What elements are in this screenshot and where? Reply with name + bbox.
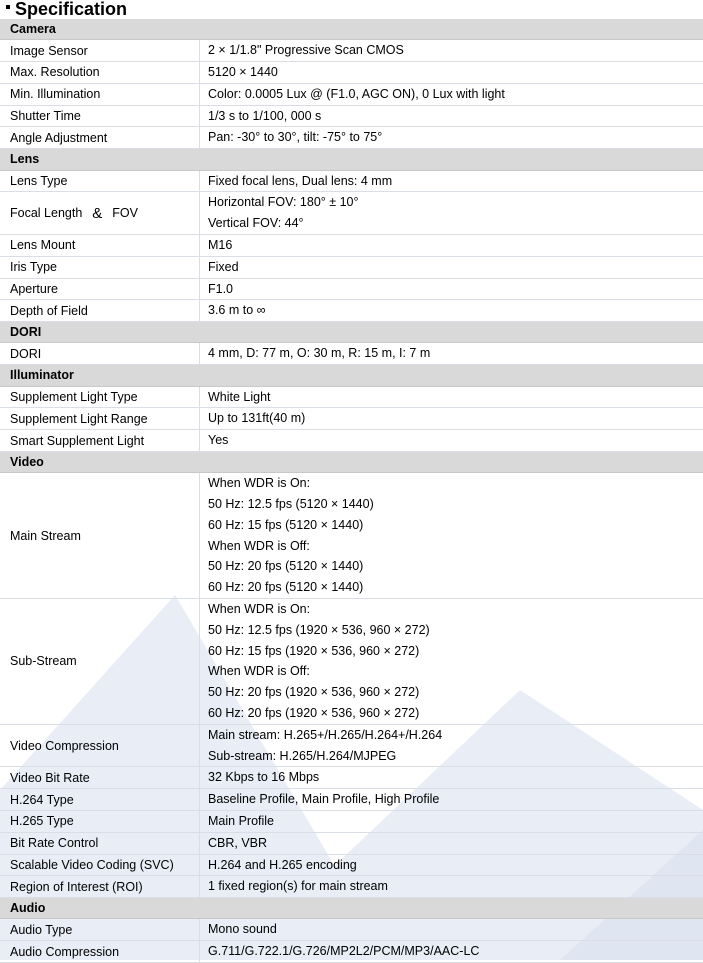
spec-key-cell (0, 387, 200, 408)
spec-value: Fixed focal lens, Dual lens: 4 mm (208, 173, 393, 188)
spec-value: 50 Hz: 12.5 fps (5120 × 1440) (208, 497, 374, 512)
spec-value: F1.0 (208, 281, 234, 296)
spec-key-cell (0, 127, 200, 148)
spec-value: 60 Hz: 20 fps (5120 × 1440) (208, 580, 364, 595)
spec-value: Horizontal FOV: 180° ± 10° (208, 195, 359, 210)
section-header-audio: Audio (0, 898, 703, 919)
spec-key-cell (0, 855, 200, 876)
spec-value: 50 Hz: 20 fps (5120 × 1440) (208, 559, 364, 574)
spec-value-cell (200, 599, 703, 724)
spec-value-cell (200, 855, 703, 876)
spec-key: Lens Type (10, 173, 68, 188)
spec-row (0, 106, 703, 128)
spec-value: Mono sound (208, 922, 277, 937)
spec-value: 60 Hz: 20 fps (1920 × 536, 960 × 272) (208, 706, 420, 720)
spec-key: Depth of Field (10, 303, 88, 318)
spec-key-cell (0, 789, 200, 810)
spec-key-cell (0, 235, 200, 256)
spec-row (0, 192, 703, 235)
ampersand-symbol: & (92, 204, 103, 222)
spec-row (0, 62, 703, 84)
spec-key: Supplement Light Range (10, 411, 148, 426)
spec-key: Min. Illumination (10, 87, 101, 102)
section-header-illuminator: Illuminator (0, 365, 703, 386)
spec-row (0, 919, 703, 941)
spec-value: 60 Hz: 15 fps (1920 × 536, 960 × 272) (208, 643, 420, 658)
spec-key-cell (0, 919, 200, 940)
spec-value: 5120 × 1440 (208, 65, 278, 80)
spec-value-cell (200, 789, 703, 810)
spec-row (0, 767, 703, 789)
spec-key-cell (0, 725, 200, 767)
spec-value: CBR, VBR (208, 835, 268, 850)
spec-key: Sub-Stream (10, 654, 77, 669)
spec-value-cell (200, 192, 703, 234)
spec-value: When WDR is On: (208, 602, 311, 617)
spec-key-cell (0, 811, 200, 832)
spec-value-cell (200, 811, 703, 832)
spec-key: Lens Mount (10, 238, 76, 253)
spec-key: Max. Resolution (10, 65, 100, 80)
spec-key-cell (0, 257, 200, 278)
spec-row (0, 300, 703, 322)
spec-key: Bit Rate Control (10, 836, 99, 851)
spec-value: White Light (208, 389, 271, 404)
page-title-text: Specification (15, 0, 128, 19)
spec-value-cell (200, 300, 703, 321)
spec-value-cell (200, 127, 703, 148)
spec-key: Iris Type (10, 260, 58, 275)
spec-value: 3.6 m to ∞ (208, 303, 266, 318)
spec-key: Supplement Light Type (10, 389, 138, 404)
spec-row (0, 84, 703, 106)
spec-value: 1 fixed region(s) for main stream (208, 879, 388, 894)
spec-row (0, 876, 703, 898)
spec-row (0, 387, 703, 409)
spec-value: When WDR is Off: (208, 538, 310, 553)
spec-key: Aperture (10, 281, 58, 296)
spec-value-cell (200, 408, 703, 429)
spec-value-cell (200, 767, 703, 788)
spec-value: Pan: -30° to 30°, tilt: -75° to 75° (208, 130, 383, 145)
spec-value: Yes (208, 433, 229, 448)
spec-value-cell (200, 106, 703, 127)
spec-row (0, 811, 703, 833)
spec-value-cell (200, 919, 703, 940)
title-bullet-icon (6, 5, 10, 9)
spec-row (0, 279, 703, 301)
section-header-video: Video (0, 452, 703, 473)
spec-row (0, 127, 703, 149)
spec-key: DORI (10, 346, 42, 361)
spec-key: Scalable Video Coding (SVC) (10, 857, 174, 872)
spec-row (0, 235, 703, 257)
spec-value: Sub-stream: H.265/H.264/MJPEG (208, 748, 397, 763)
spec-key-cell (0, 40, 200, 61)
spec-key-cell (0, 279, 200, 300)
spec-value: 1/3 s to 1/100, 000 s (208, 108, 322, 123)
spec-row (0, 789, 703, 811)
spec-value: Baseline Profile, Main Profile, High Profile (208, 792, 440, 807)
spec-value-cell (200, 279, 703, 300)
spec-value: M16 (208, 237, 233, 252)
spec-key-cell (0, 941, 200, 962)
spec-key-secondary: FOV (112, 206, 138, 221)
spec-value: Up to 131ft(40 m) (208, 411, 306, 426)
spec-value: H.264 and H.265 encoding (208, 857, 357, 872)
spec-row (0, 833, 703, 855)
spec-value: Color: 0.0005 Lux @ (F1.0, AGC ON), 0 Lux with light (208, 86, 505, 101)
spec-row (0, 855, 703, 877)
spec-key-cell (0, 192, 200, 234)
spec-key: Video Bit Rate (10, 770, 90, 785)
spec-value: 50 Hz: 20 fps (1920 × 536, 960 × 272) (208, 685, 420, 700)
spec-value-cell (200, 725, 703, 767)
spec-key: Smart Supplement Light (10, 433, 145, 448)
spec-row (0, 599, 703, 725)
spec-row (0, 430, 703, 452)
spec-key: Video Compression (10, 738, 119, 753)
spec-value-cell (200, 40, 703, 61)
spec-value: 2 × 1/1.8" Progressive Scan CMOS (208, 43, 404, 58)
spec-key: Main Stream (10, 528, 81, 543)
section-header-camera: Camera (0, 19, 703, 40)
spec-key: Audio Compression (10, 944, 120, 959)
spec-row (0, 257, 703, 279)
spec-value: Fixed (208, 259, 239, 274)
spec-value-cell (200, 84, 703, 105)
spec-key: H.264 Type (10, 792, 74, 807)
spec-value-cell (200, 257, 703, 278)
spec-key-cell (0, 300, 200, 321)
spec-table (0, 19, 703, 963)
spec-key: Focal Length (10, 206, 83, 221)
spec-key-cell (0, 62, 200, 83)
spec-value-cell (200, 430, 703, 451)
spec-value-cell (200, 387, 703, 408)
spec-key: Shutter Time (10, 109, 81, 124)
spec-key-cell (0, 343, 200, 364)
spec-value: Main stream: H.265+/H.265/H.264+/H.264 (208, 727, 443, 742)
spec-row (0, 725, 703, 768)
section-header-lens: Lens (0, 149, 703, 170)
spec-key-cell (0, 106, 200, 127)
spec-value-cell (200, 473, 703, 598)
spec-key: Image Sensor (10, 43, 88, 58)
spec-key-cell (0, 408, 200, 429)
spec-value-cell (200, 235, 703, 256)
spec-row (0, 408, 703, 430)
spec-key: Angle Adjustment (10, 130, 108, 145)
spec-key: Region of Interest (ROI) (10, 879, 143, 894)
spec-key: H.265 Type (10, 814, 74, 829)
spec-value: G.711/G.722.1/G.726/MP2L2/PCM/MP3/AAC-LC (208, 944, 480, 959)
spec-value-cell (200, 62, 703, 83)
spec-value-cell (200, 876, 703, 897)
spec-key-cell (0, 473, 200, 598)
spec-value: Main Profile (208, 813, 274, 828)
spec-key-cell (0, 171, 200, 192)
spec-row (0, 473, 703, 599)
spec-value: When WDR is On: (208, 476, 311, 491)
spec-row (0, 343, 703, 365)
page-title (0, 0, 703, 19)
spec-value-cell (200, 833, 703, 854)
spec-row (0, 171, 703, 193)
spec-value: When WDR is Off: (208, 664, 310, 679)
spec-value: 50 Hz: 12.5 fps (1920 × 536, 960 × 272) (208, 622, 430, 637)
spec-value: Vertical FOV: 44° (208, 216, 304, 231)
spec-key-cell (0, 767, 200, 788)
spec-key-cell (0, 876, 200, 897)
spec-value: 4 mm, D: 77 m, O: 30 m, R: 15 m, I: 7 m (208, 346, 431, 361)
spec-row (0, 40, 703, 62)
spec-key-cell (0, 430, 200, 451)
spec-value-cell (200, 171, 703, 192)
spec-key-cell (0, 84, 200, 105)
spec-value-cell (200, 343, 703, 364)
spec-key-cell (0, 599, 200, 724)
spec-value: 60 Hz: 15 fps (5120 × 1440) (208, 517, 364, 532)
spec-key: Audio Type (10, 922, 73, 937)
spec-key-cell (0, 833, 200, 854)
spec-value-cell (200, 941, 703, 962)
spec-value: 32 Kbps to 16 Mbps (208, 770, 320, 785)
section-header-dori: DORI (0, 322, 703, 343)
